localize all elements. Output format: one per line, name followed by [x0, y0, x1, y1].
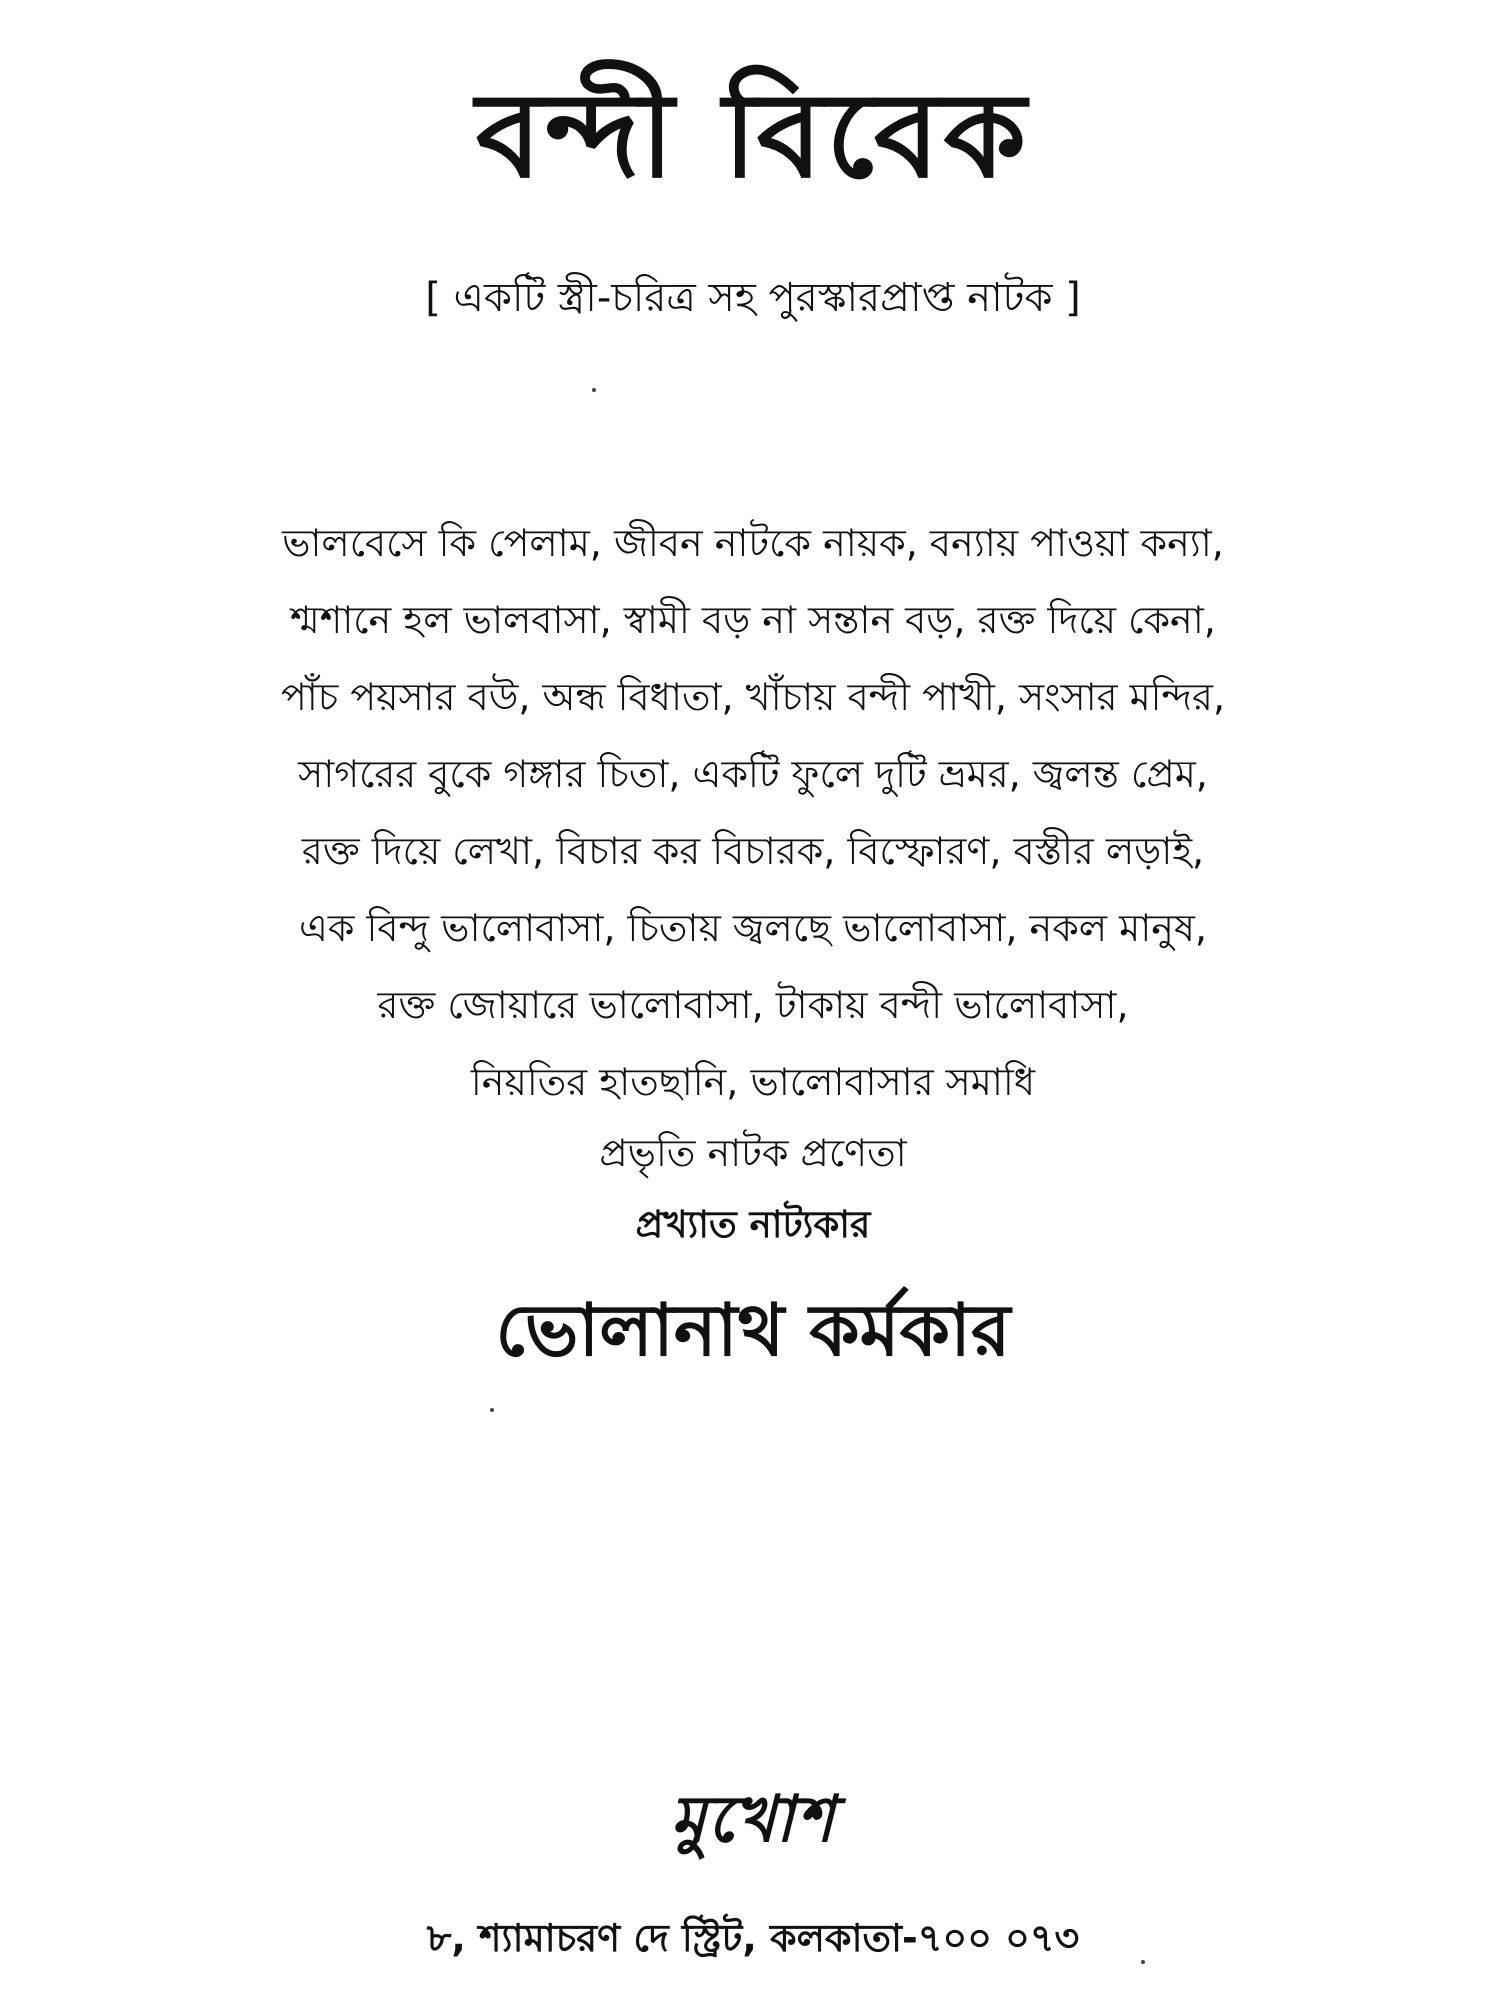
- publisher-address: ৮, শ্যামাচরণ দে স্ট্রিট, কলকাতা-৭০০ ০৭৩: [426, 1916, 1080, 1960]
- works-line: ভালবেসে কি পেলাম, জীবন নাটকে নায়ক, বন্যায় পাওয়া কন্যা,: [282, 521, 1224, 565]
- works-line: পাঁচ পয়সার বউ, অন্ধ বিধাতা, খাঁচায় বন্দী পাখী, সংসার মন্দির,: [280, 675, 1226, 719]
- works-line: নিয়তির হাতছানি, ভালোবাসার সমাধি: [470, 1060, 1036, 1104]
- author-label: প্রখ্যাত নাট্যকার: [635, 1203, 871, 1246]
- author-name: ভোলানাথ কর্মকার: [495, 1288, 1011, 1372]
- works-line: রক্ত দিয়ে লেখা, বিচার কর বিচারক, বিস্ফোরণ, বস্তীর লড়াই,: [301, 829, 1205, 873]
- print-speck: [592, 388, 596, 392]
- publisher-logo: মুখোশ: [670, 1783, 836, 1857]
- works-line: এক বিন্দু ভালোবাসা, চিতায় জ্বলছে ভালোবাসা, নকল মানুষ,: [298, 906, 1208, 950]
- book-title: বন্দী বিবেক: [475, 66, 1031, 204]
- book-subtitle: [ একটি স্ত্রী-চরিত্র সহ পুরস্কারপ্রাপ্ত নাটক ]: [425, 275, 1081, 321]
- works-line: রক্ত জোয়ারে ভালোবাসা, টাকায় বন্দী ভালোবাসা,: [377, 983, 1129, 1027]
- works-line: শ্মশানে হল ভালবাসা, স্বামী বড় না সন্তান বড়, রক্ত দিয়ে কেনা,: [290, 598, 1216, 642]
- works-line: সাগরের বুকে গঙ্গার চিতা, একটি ফুলে দুটি ভ্রমর, জ্বলন্ত প্রেম,: [298, 752, 1208, 796]
- print-speck: [1141, 1960, 1145, 1964]
- print-speck: [490, 1408, 494, 1412]
- other-works-list: [80, 505, 1426, 1121]
- works-byline: প্রভৃতি নাটক প্রণেতা: [599, 1131, 907, 1175]
